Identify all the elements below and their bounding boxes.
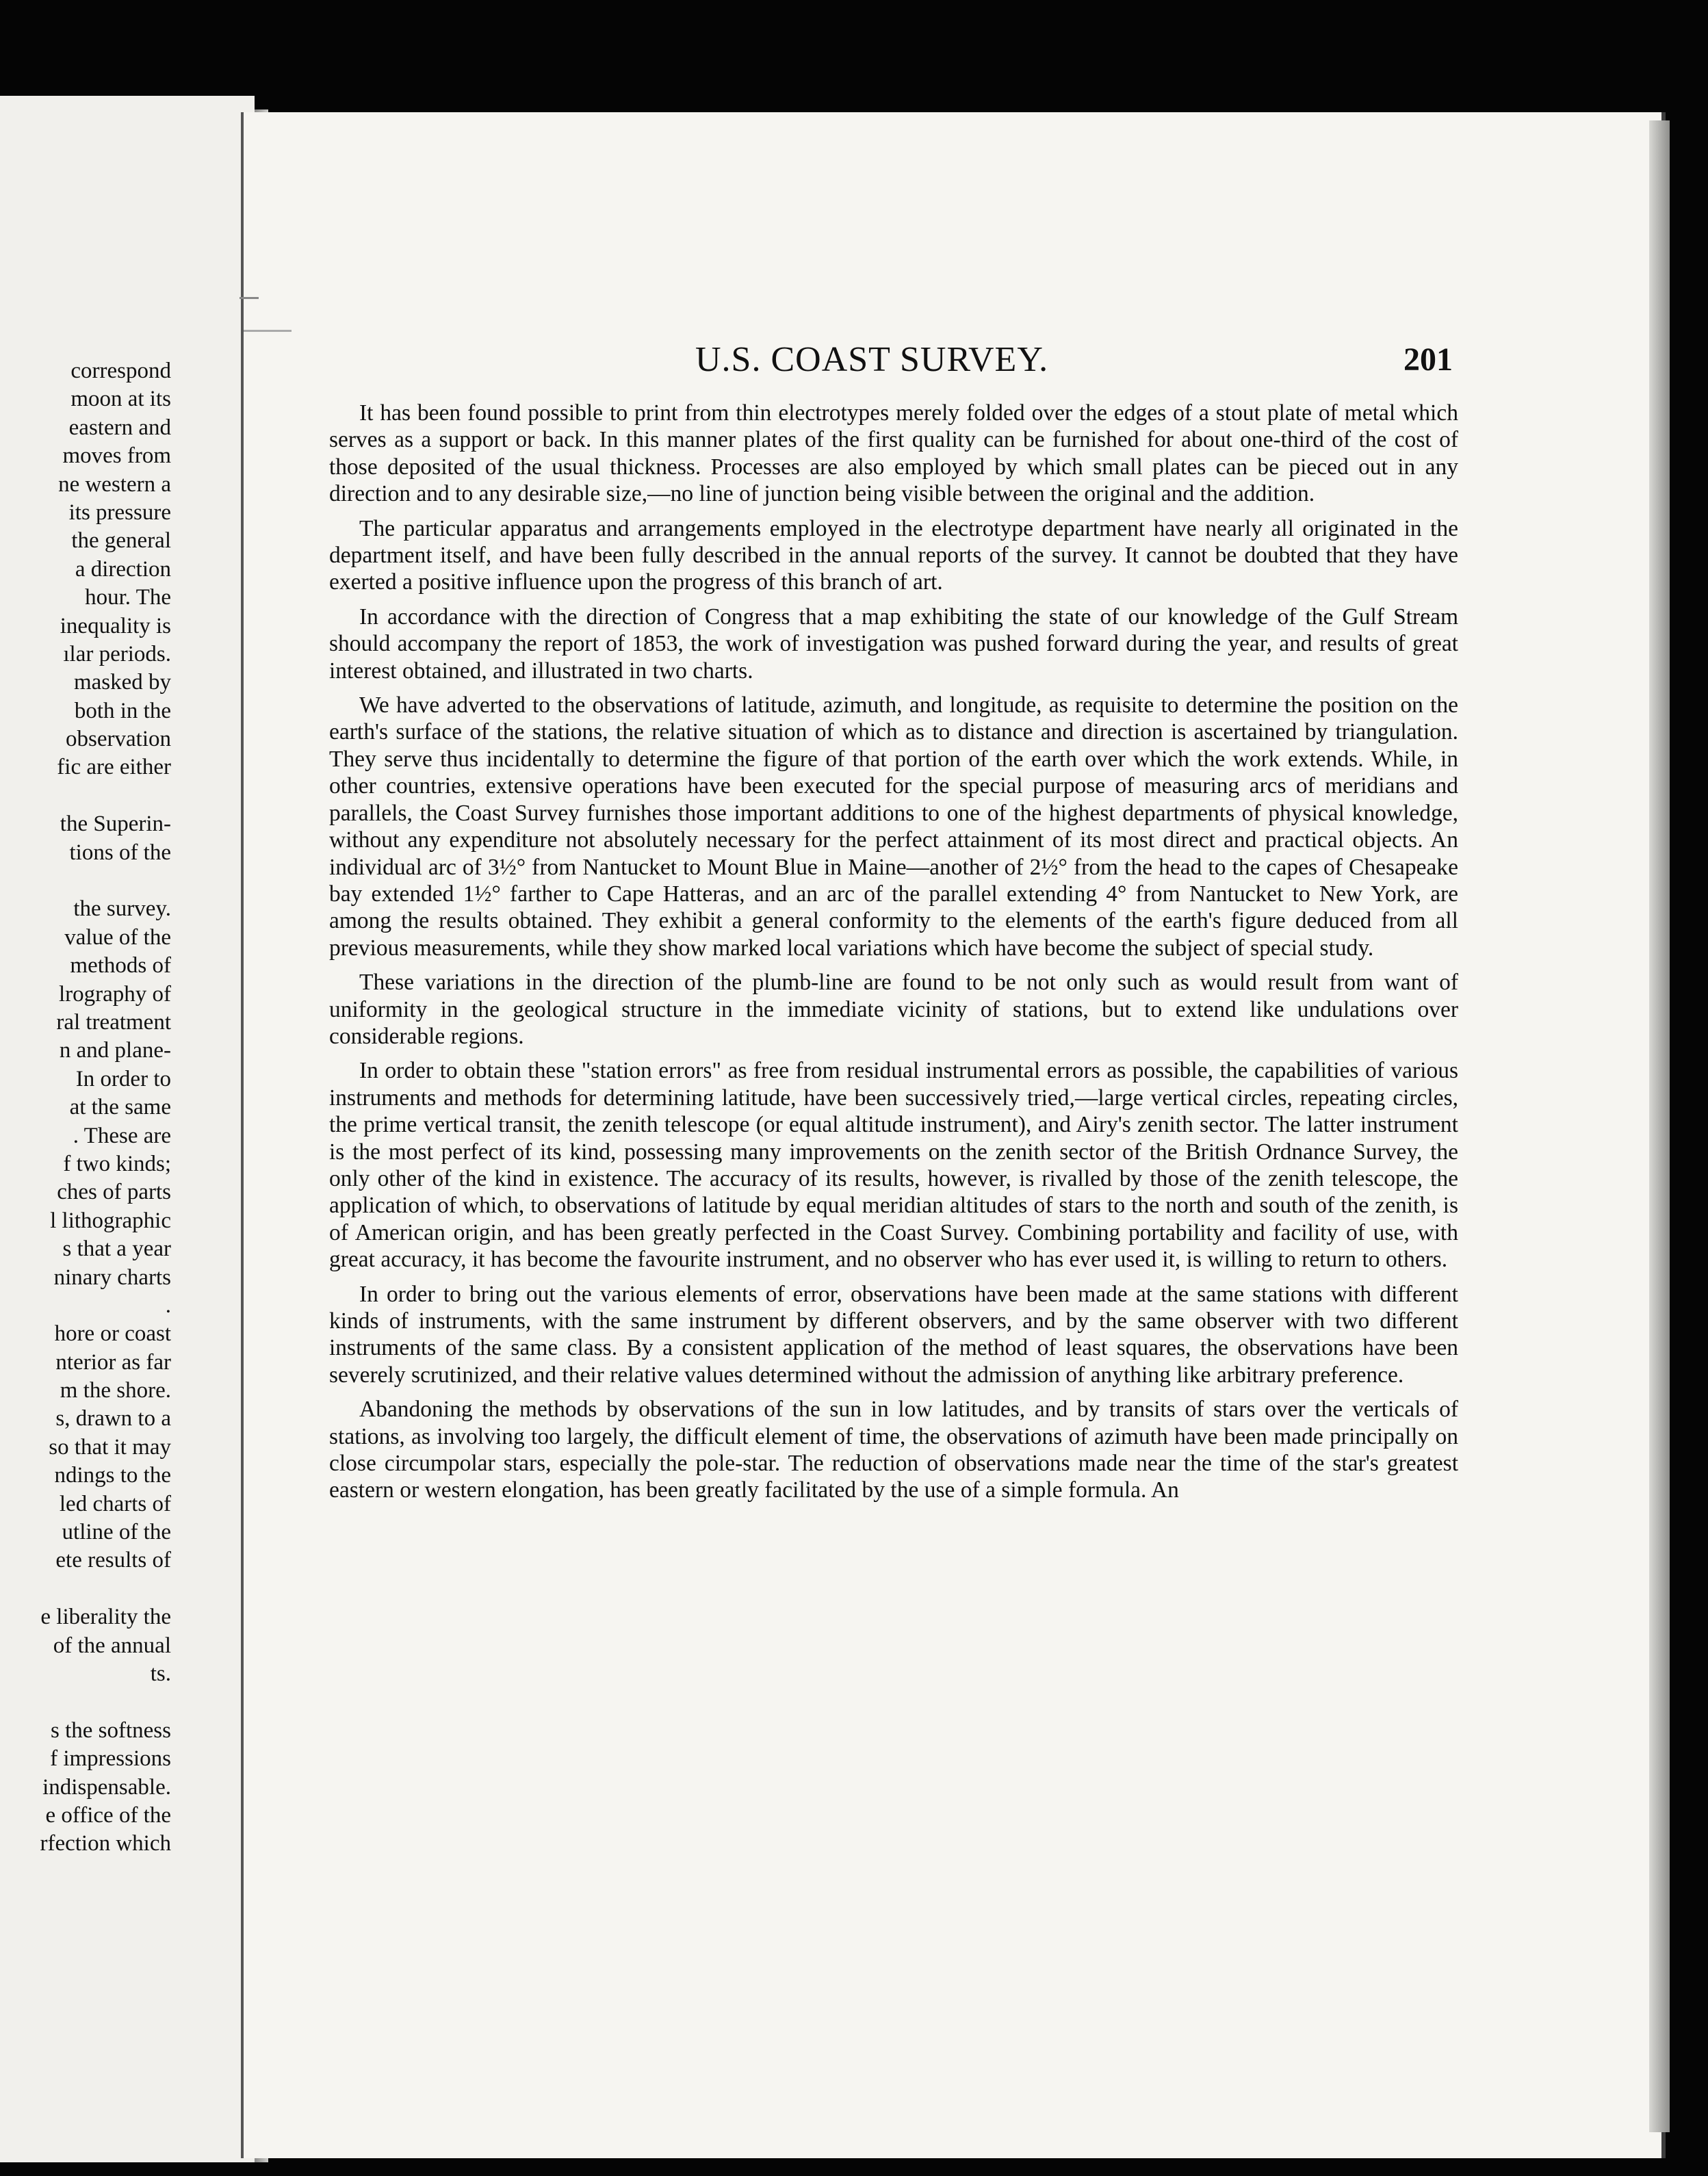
- left-line: [0, 867, 171, 895]
- left-line: l lithographic: [50, 1208, 171, 1233]
- paragraph: In order to obtain these "station errors" as free from residual instrumental errors as possible, the capabilities of various instruments and methods for determining latitude, have been successively tried,—large vertical circles, repeating circles, the prime vertical transit, the zenith telescope (or equal altitude instrument), and Airy's zenith sector. The latter instrument is the most perfect of its kind, possessing many improvements on the zenith sector of the British Ordnance Survey, the only other of the kind in existence. The accuracy of its results, however, is rivalled by those of the zenith telescope, the application of which, to observations of latitude by equal meridian altitudes of stars to the north and south of the zenith, is of American origin, and has been greatly perfected in the Coast Survey. Combining portability and facility of use, with great accuracy, it has become the favourite instrument, and no observer who has ever used it, is willing to return to others.: [329, 1058, 1458, 1273]
- left-line: observation: [66, 727, 171, 752]
- running-header: [244, 338, 1661, 393]
- left-line: both in the: [74, 698, 171, 723]
- left-line: at the same: [69, 1095, 171, 1120]
- left-page-fragment: [0, 96, 255, 2162]
- left-line: utline of the: [62, 1520, 171, 1545]
- left-line: tions of the: [69, 840, 171, 865]
- left-line: led charts of: [59, 1491, 171, 1516]
- left-line: ts.: [150, 1661, 171, 1686]
- left-line: n and plane-: [59, 1038, 171, 1063]
- left-line: .: [165, 1293, 171, 1318]
- left-line: lrography of: [58, 981, 171, 1007]
- left-line: masked by: [73, 670, 171, 695]
- left-line: In order to: [75, 1066, 171, 1091]
- left-line: moon at its: [70, 387, 171, 412]
- left-line: hour. The: [85, 585, 171, 610]
- left-line: its pressure: [68, 500, 171, 525]
- left-page-text: [0, 357, 171, 1858]
- running-title: U.S. COAST SURVEY.: [695, 340, 1049, 379]
- left-line: ne western a: [58, 471, 171, 497]
- paragraph: These variations in the direction of the plumb-line are found to be not only such as would result from want of uniformity in the geological structure in the immediate vicinity of stations, but to extend like undulations over considerable regions.: [329, 970, 1458, 1049]
- left-line: ral treatment: [56, 1009, 171, 1035]
- left-line: [0, 1688, 171, 1716]
- left-line: the general: [71, 528, 171, 554]
- left-line: methods of: [70, 953, 171, 979]
- left-line: the Superin-: [60, 812, 171, 837]
- page-number: 201: [1403, 341, 1453, 378]
- scan-artifact: [244, 330, 292, 332]
- left-line: fic are either: [57, 755, 171, 780]
- paragraph: Abandoning the methods by observations of the sun in low latitudes, and by transits of stars over the verticals of stations, as involving too largely, the difficult element of time, the observations of azimuth have been made principally on close circumpolar stars, especially the pole-star. The reduction of observations made near the time of the star's greatest eastern or western elongation, has been greatly facilitated by the use of a simple formula. An: [329, 1397, 1458, 1503]
- left-line: s the softness: [51, 1718, 171, 1743]
- left-line: ndings to the: [54, 1463, 171, 1488]
- left-line: so that it may: [49, 1434, 171, 1460]
- left-line: [0, 1575, 171, 1603]
- left-line: inequality is: [60, 613, 171, 638]
- left-line: f two kinds;: [63, 1151, 171, 1176]
- left-line: ılar periods.: [63, 641, 171, 666]
- left-line: moves from: [62, 443, 171, 469]
- left-line: s, drawn to a: [55, 1406, 171, 1432]
- body-text: [329, 400, 1458, 1504]
- book-page: [241, 112, 1661, 2158]
- paragraph: We have adverted to the observations of latitude, azimuth, and longitude, as requisite to determine the position on the earth's surface of the stations, the relative situation of which as to distance and direction is ascertained by triangulation. They serve thus incidentally to determine the figure of that portion of the earth over which the work extends. While, in other countries, extensive operations have been executed for the special purpose of measuring arcs of meridians and parallels, the Coast Survey furnishes those important additions to one of the highest departments of physical knowledge, without any expenditure not absolutely necessary for the perfect attainment of its most direct and practical objects. An individual arc of 3½° from Nantucket to Mount Blue in Maine—another of 2½° from the head to the capes of Chesapeake bay extended 1½° farther to Cape Hatteras, and an arc of the parallel extending 4° from Nantucket to New York, are among the results obtained. They exhibit a general conformity to the elements of the earth's figure deduced from all previous measurements, while they show marked local variations which have become the subject of special study.: [329, 692, 1458, 961]
- left-line: . These are: [73, 1123, 171, 1148]
- left-line: hore or coast: [54, 1321, 171, 1347]
- left-line: a direction: [75, 556, 171, 582]
- scan-artifact: [240, 297, 259, 299]
- paragraph: In order to bring out the various elements of error, observations have been made at the same stations with different kinds of instruments, with the same instrument by different observers, and by the same observer with two different instruments of the same class. By a consistent application of the method of least squares, the observations have been severely scrutinized, and their relative values determined without the admission of anything like arbitrary preference.: [329, 1281, 1458, 1388]
- left-line: e office of the: [45, 1802, 171, 1828]
- page-edge: [1649, 120, 1670, 2132]
- left-line: of the annual: [53, 1633, 171, 1658]
- paragraph: It has been found possible to print from thin electrotypes merely folded over the edges of a stout plate of metal which serves as a support or back. In this manner plates of the first quality can be furnished for about one-third of the cost of those deposited of the usual thickness. Processes are also employed by which small plates can be pieced out in any direction and to any desirable size,—no line of junction being visible between the original and the addition.: [329, 400, 1458, 507]
- left-line: indispensable.: [42, 1774, 171, 1800]
- left-line: eastern and: [68, 415, 171, 440]
- left-line: [0, 782, 171, 810]
- left-line: e liberality the: [40, 1605, 171, 1630]
- paragraph: In accordance with the direction of Congress that a map exhibiting the state of our knowledge of the Gulf Stream should accompany the report of 1853, the work of investigation was pushed forward during the year, and results of great interest obtained, and illustrated in two charts.: [329, 604, 1458, 684]
- left-line: ninary charts: [53, 1265, 171, 1290]
- left-line: rfection which: [40, 1831, 171, 1856]
- left-line: value of the: [64, 924, 171, 950]
- left-line: ete results of: [55, 1548, 171, 1573]
- left-line: the survey.: [73, 896, 171, 922]
- left-line: ches of parts: [57, 1180, 171, 1205]
- left-line: f impressions: [50, 1746, 171, 1772]
- left-line: s that a year: [62, 1236, 171, 1262]
- paragraph: The particular apparatus and arrangements employed in the electrotype department have nearly all originated in the department itself, and have been fully described in the annual reports of the survey. It cannot be doubted that they have exerted a positive influence upon the progress of this branch of art.: [329, 515, 1458, 595]
- left-line: correspond: [70, 359, 171, 383]
- left-line: nterior as far: [55, 1349, 171, 1375]
- left-line: m the shore.: [60, 1378, 171, 1403]
